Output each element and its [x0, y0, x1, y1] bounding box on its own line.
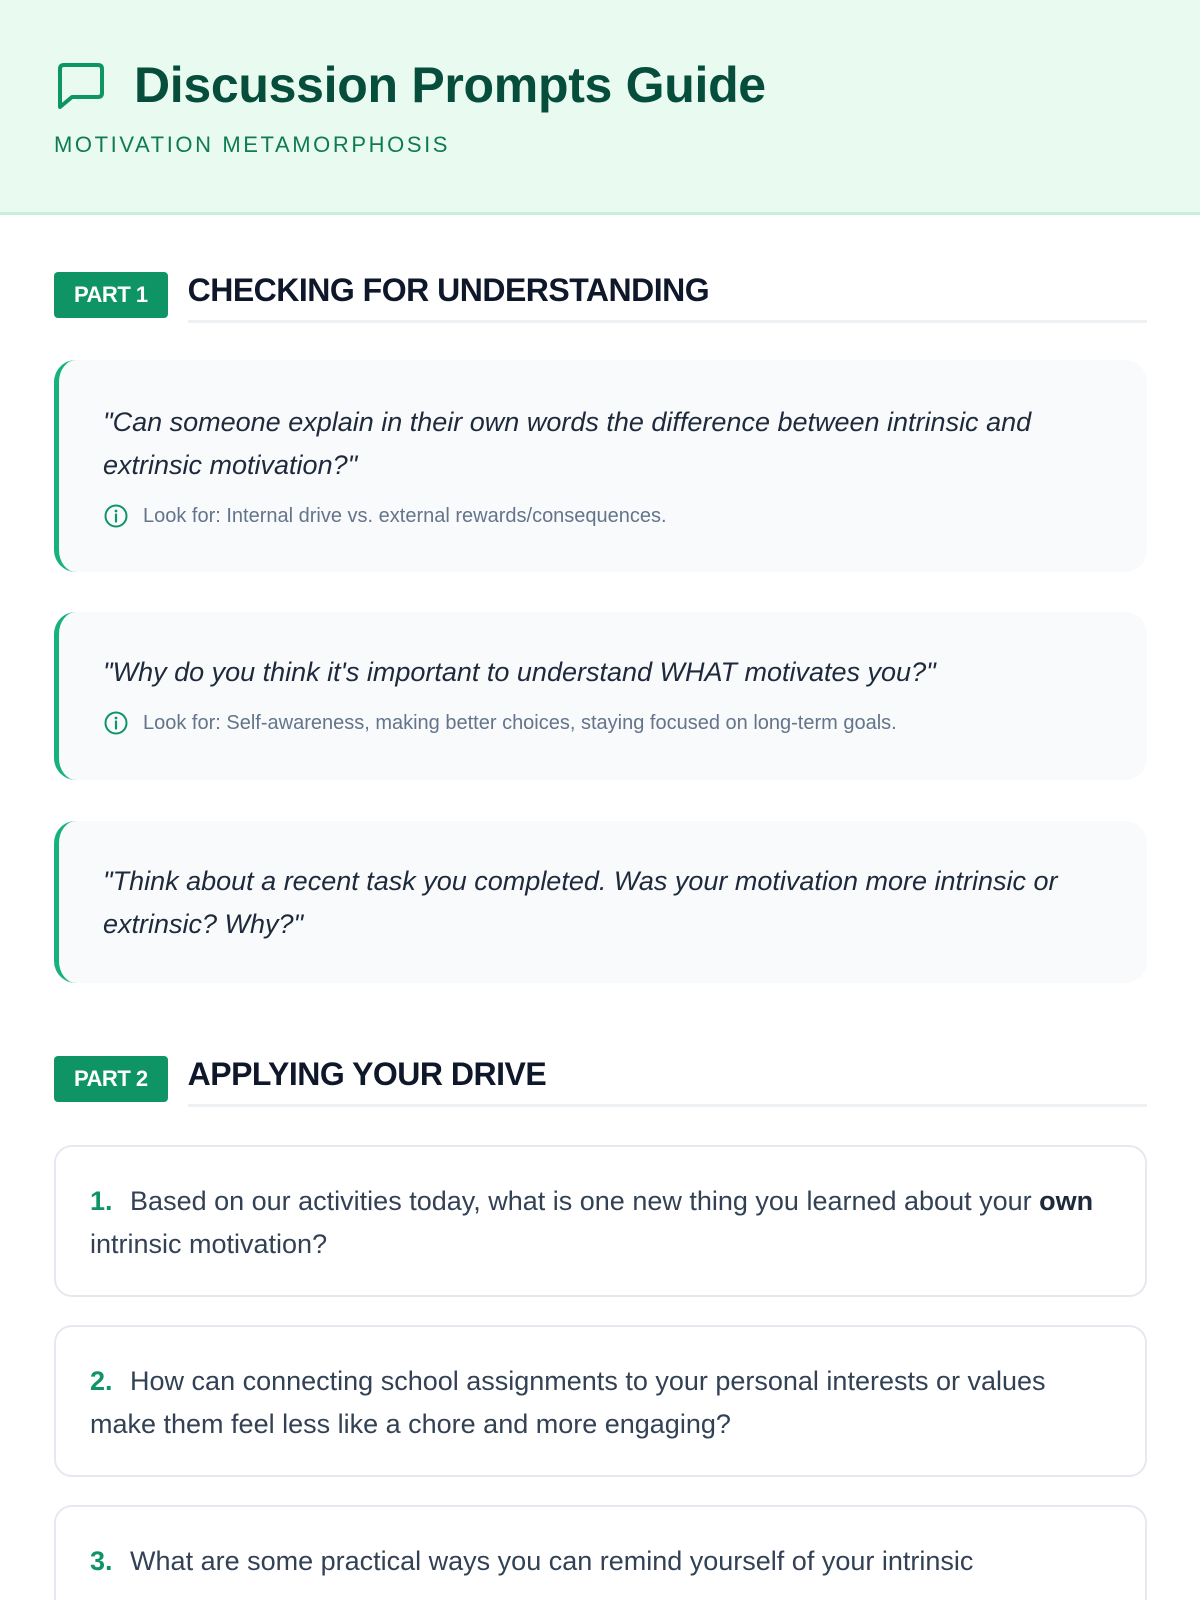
prompt-card: [54, 821, 1147, 983]
question-card: [54, 1505, 1147, 1600]
hint-row: [103, 710, 1103, 736]
question-body: What are some practical ways you can remind yourself of your intrinsic: [130, 1546, 974, 1576]
prompt-quote: "Think about a recent task you completed. Was your motivation more intrinsic or extrinsic? Why?": [103, 866, 1058, 939]
section-title-wrap: [188, 1054, 1147, 1107]
prompt-card: [54, 360, 1147, 572]
info-icon: [103, 710, 129, 736]
prompt-quote: "Can someone explain in their own words the difference between intrinsic and extrinsic motivation?": [103, 407, 1032, 480]
question-text: [90, 1360, 1111, 1446]
hint-row: [103, 503, 1103, 529]
part-badge: PART 2: [54, 1056, 168, 1102]
page-subtitle: MOTIVATION METAMORPHOSIS: [54, 132, 451, 157]
part-badge: PART 1: [54, 272, 168, 318]
page-header: [0, 0, 1200, 215]
question-card: [54, 1325, 1147, 1477]
question-text: [90, 1180, 1111, 1266]
section-title-wrap: [188, 270, 1147, 323]
section-header-part-2: [54, 1054, 1147, 1107]
question-body: How can connecting school assignments to your personal interests or values make them feel less like a chore and more engaging?: [90, 1366, 1046, 1439]
info-icon: [103, 503, 129, 529]
prompt-quote: "Why do you think it's important to understand WHAT motivates you?": [103, 657, 936, 687]
question-number: 2.: [90, 1366, 113, 1396]
question-text-before: Based on our activities today, what is one new thing you learned about your: [130, 1186, 1032, 1216]
prompt-card: [54, 612, 1147, 780]
header-title-row: [54, 56, 766, 114]
chat-bubble-icon: [54, 59, 106, 111]
question-number: 1.: [90, 1186, 113, 1216]
hint-text: Look for: Internal drive vs. external rewards/consequences.: [143, 504, 667, 527]
hint-text: Look for: Self-awareness, making better choices, staying focused on long-term goals.: [143, 711, 897, 734]
page-title: Discussion Prompts Guide: [134, 57, 766, 113]
question-text-after: intrinsic motivation?: [90, 1229, 328, 1259]
question-number: 3.: [90, 1546, 113, 1576]
section-header-part-1: [54, 270, 1147, 323]
question-text: [90, 1540, 1111, 1583]
question-card: [54, 1145, 1147, 1297]
question-emphasis: own: [1039, 1186, 1094, 1216]
section-title: APPLYING YOUR DRIVE: [187, 1056, 547, 1092]
section-title: CHECKING FOR UNDERSTANDING: [187, 272, 710, 308]
